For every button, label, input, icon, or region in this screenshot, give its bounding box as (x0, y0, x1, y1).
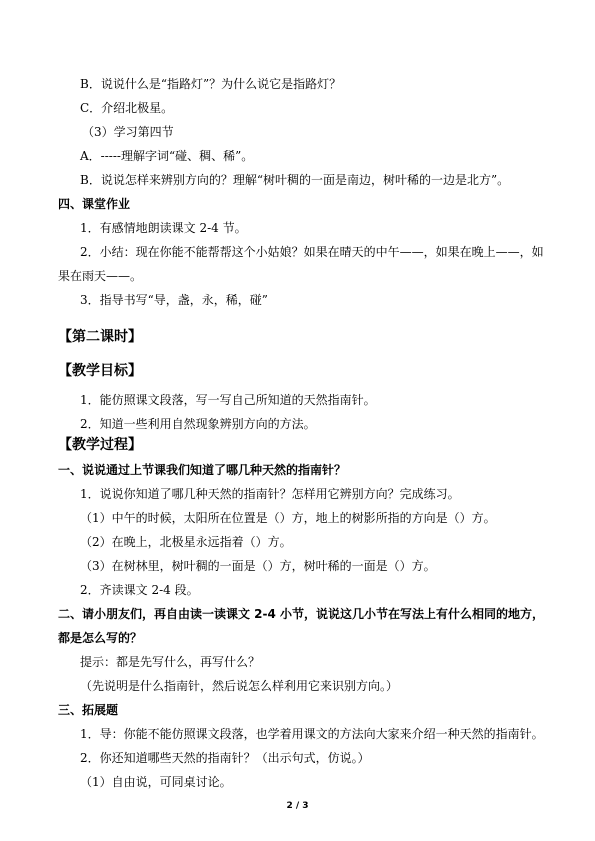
text-line: 2．齐读课文 2-4 段。 (80, 583, 199, 597)
process-heading: 【教学过程】 (58, 437, 142, 453)
text-line: B．说说怎样来辨别方向的？理解“树叶稠的一面是南边，树叶稀的一边是北方”。 (80, 173, 510, 187)
text-line: 1．说说你知道了哪几种天然的指南针？怎样用它辨别方向？完成练习。 (80, 487, 460, 501)
text-line: A．-----理解字词“碰、稠、稀”。 (80, 149, 254, 163)
text-line: （1）自由说，可同桌讨论。 (80, 775, 232, 789)
section-heading: 四、课堂作业 (58, 197, 131, 211)
text-line: 2．知道一些利用自然现象辨别方向的方法。 (80, 417, 316, 431)
text-line: 1．能仿照课文段落，写一写自己所知道的天然指南针。 (80, 393, 376, 407)
text-line: B．说说什么是“指路灯”？为什么说它是指路灯？ (80, 77, 342, 91)
text-line: 3．指导书写“导，盏，永，稀，碰” (80, 293, 268, 307)
section-heading: 一、说说通过上节课我们知道了哪几种天然的指南针？ (58, 463, 347, 477)
text-line: （先说明是什么指南针，然后说怎么样利用它来识别方向。） (80, 679, 399, 693)
section-heading: 三、拓展题 (58, 703, 119, 717)
text-line: 1．有感情地朗读课文 2-4 节。 (80, 221, 247, 235)
text-line: 2．小结：现在你能不能帮帮这个小姑娘？如果在晴天的中午——，如果在晚上——，如 (80, 245, 544, 259)
text-line: （3）学习第四节 (82, 125, 174, 139)
text-line: 提示：都是先写什么，再写什么？ (80, 655, 261, 669)
text-line: （1）中午的时候，太阳所在位置是（）方，地上的树影所指的方向是（）方。 (80, 511, 496, 525)
page-number: 2 / 3 (286, 801, 309, 811)
text-line: （3）在树林里，树叶稠的一面是（）方，树叶稀的一面是（）方。 (80, 559, 436, 573)
section-heading: 二、请小朋友们，再自由读一读课文 2-4 小节，说说这几小节在写法上有什么相同的地方， (58, 607, 545, 621)
section-heading-continued: 都是怎么写的？ (58, 631, 143, 645)
text-line: 果在雨天——。 (58, 269, 143, 283)
text-line: （2）在晚上，北极星永远指着（）方。 (80, 535, 292, 549)
text-line: C．介绍北极星。 (80, 101, 174, 115)
text-line: 1．导：你能不能仿照课文段落，也学着用课文的方法向大家来介绍一种天然的指南针。 (80, 727, 544, 741)
text-line: 2．你还知道哪些天然的指南针？（出示句式，仿说。） (80, 751, 370, 765)
lesson-heading: 【第二课时】 (58, 329, 142, 345)
objectives-heading: 【教学目标】 (58, 363, 142, 379)
